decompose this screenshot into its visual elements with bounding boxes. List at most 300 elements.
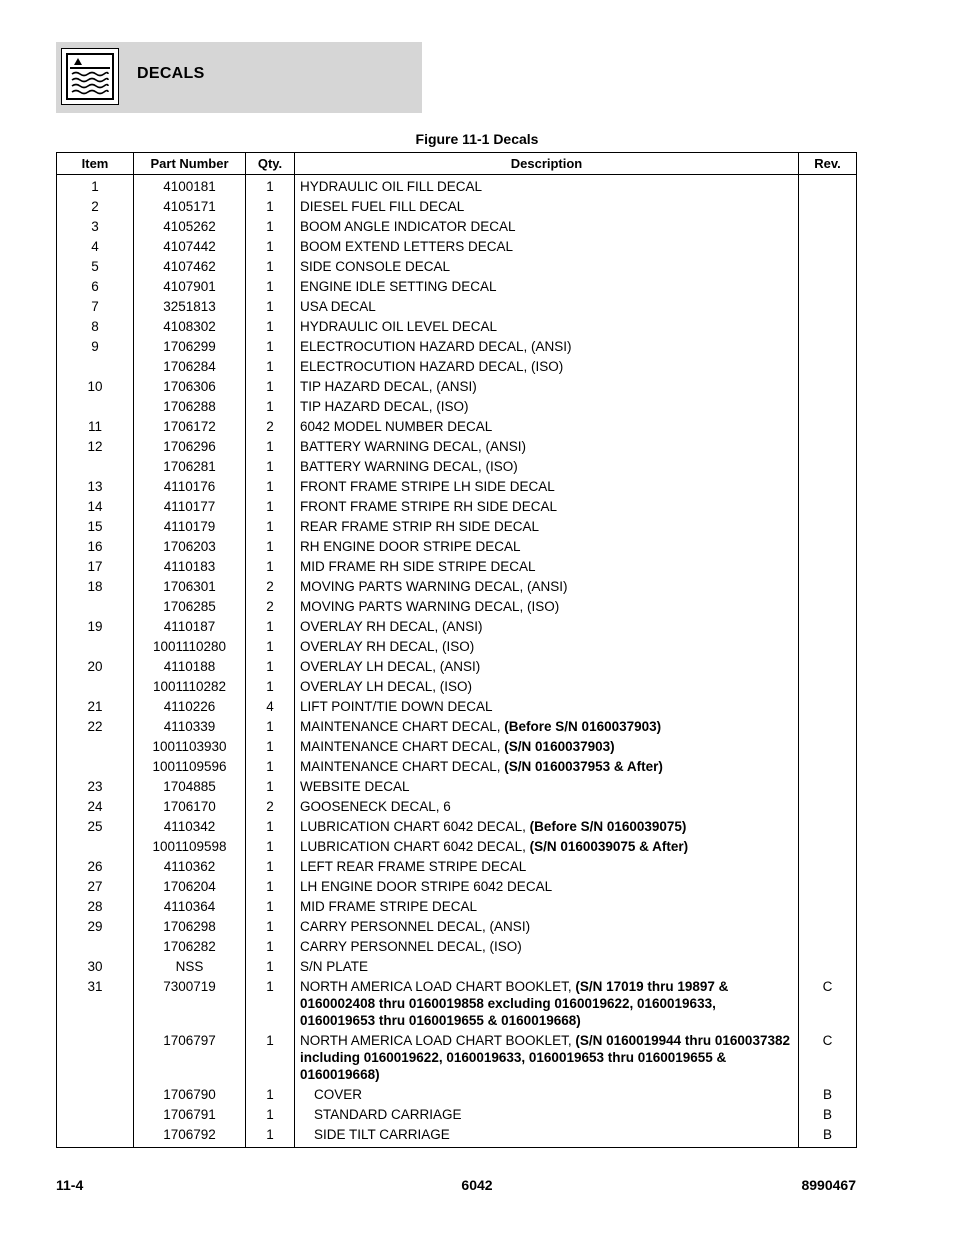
table-row — [57, 917, 857, 937]
description-text: NORTH AMERICA LOAD CHART BOOKLET, — [300, 1033, 576, 1048]
cell-item: 20 — [57, 657, 134, 677]
table-row — [57, 517, 857, 537]
description-text: SIDE TILT CARRIAGE — [314, 1127, 450, 1142]
cell-description — [295, 337, 799, 357]
cell-rev — [799, 577, 857, 597]
table-row — [57, 377, 857, 397]
cell-description — [295, 517, 799, 537]
cell-item: 25 — [57, 817, 134, 837]
page-number: 11-4 — [56, 1177, 84, 1193]
description-text: BATTERY WARNING DECAL, (ISO) — [300, 459, 518, 474]
cell-item: 3 — [57, 217, 134, 237]
cell-qty: 2 — [246, 597, 295, 617]
description-text: GOOSENECK DECAL, 6 — [300, 799, 451, 814]
table-row — [57, 757, 857, 777]
table-row — [57, 977, 857, 1031]
cell-part-number: 4107442 — [134, 237, 246, 257]
cell-description — [295, 1125, 799, 1148]
cell-part-number: 4110226 — [134, 697, 246, 717]
cell-part-number: 4110342 — [134, 817, 246, 837]
cell-rev — [799, 397, 857, 417]
description-text: MOVING PARTS WARNING DECAL, (ISO) — [300, 599, 560, 614]
table-row — [57, 717, 857, 737]
cell-part-number: 4110364 — [134, 897, 246, 917]
cell-part-number: 1706281 — [134, 457, 246, 477]
table-row — [57, 477, 857, 497]
cell-rev — [799, 957, 857, 977]
cell-description — [295, 637, 799, 657]
cell-part-number: 4108302 — [134, 317, 246, 337]
cell-qty: 1 — [246, 257, 295, 277]
description-text: MID FRAME STRIPE DECAL — [300, 899, 478, 914]
column-header-part-number: Part Number — [134, 153, 246, 175]
cell-description — [295, 477, 799, 497]
serial-range-note: (Before S/N 0160037903) — [504, 719, 662, 734]
serial-range-note: (S/N 0160039075 & After) — [529, 839, 689, 854]
table-row — [57, 537, 857, 557]
table-row — [57, 1105, 857, 1125]
cell-item: 15 — [57, 517, 134, 537]
description-text: ELECTROCUTION HAZARD DECAL, (ANSI) — [300, 339, 572, 354]
cell-qty: 1 — [246, 917, 295, 937]
serial-range-note: (Before S/N 0160039075) — [529, 819, 687, 834]
cell-rev — [799, 937, 857, 957]
description-text: CARRY PERSONNEL DECAL, (ISO) — [300, 939, 522, 954]
cell-item — [57, 837, 134, 857]
description-text: S/N PLATE — [300, 959, 369, 974]
cell-description — [295, 497, 799, 517]
description-text: OVERLAY LH DECAL, (ISO) — [300, 679, 473, 694]
cell-qty: 2 — [246, 577, 295, 597]
cell-rev — [799, 517, 857, 537]
table-row — [57, 197, 857, 217]
cell-qty: 1 — [246, 517, 295, 537]
cell-rev — [799, 857, 857, 877]
cell-description — [295, 317, 799, 337]
cell-item: 31 — [57, 977, 134, 1031]
description-text: TIP HAZARD DECAL, (ISO) — [300, 399, 469, 414]
description-text: OVERLAY RH DECAL, (ANSI) — [300, 619, 483, 634]
parts-table — [56, 152, 857, 1148]
cell-qty: 1 — [246, 197, 295, 217]
serial-range-note: (S/N 0160037903) — [504, 739, 615, 754]
cell-item — [57, 597, 134, 617]
cell-item — [57, 357, 134, 377]
cell-item: 24 — [57, 797, 134, 817]
cell-rev — [799, 557, 857, 577]
cell-qty: 1 — [246, 677, 295, 697]
cell-description — [295, 677, 799, 697]
cell-item — [57, 637, 134, 657]
table-row — [57, 297, 857, 317]
cell-description — [295, 417, 799, 437]
cell-rev — [799, 637, 857, 657]
cell-part-number: 1001109598 — [134, 837, 246, 857]
cell-qty: 1 — [246, 175, 295, 197]
cell-rev — [799, 257, 857, 277]
cell-part-number: 1706170 — [134, 797, 246, 817]
cell-item: 17 — [57, 557, 134, 577]
cell-part-number: 1706288 — [134, 397, 246, 417]
cell-part-number: 4110176 — [134, 477, 246, 497]
cell-part-number: 4110187 — [134, 617, 246, 637]
cell-item: 11 — [57, 417, 134, 437]
cell-rev — [799, 617, 857, 637]
cell-qty: 1 — [246, 657, 295, 677]
cell-description — [295, 397, 799, 417]
description-text: OVERLAY RH DECAL, (ISO) — [300, 639, 475, 654]
table-row — [57, 1031, 857, 1085]
cell-description — [295, 557, 799, 577]
cell-description — [295, 957, 799, 977]
cell-rev — [799, 497, 857, 517]
cell-rev — [799, 357, 857, 377]
description-text: REAR FRAME STRIP RH SIDE DECAL — [300, 519, 540, 534]
cell-item: 19 — [57, 617, 134, 637]
cell-description — [295, 597, 799, 617]
table-row — [57, 897, 857, 917]
cell-part-number: 4107462 — [134, 257, 246, 277]
cell-item: 9 — [57, 337, 134, 357]
cell-description — [295, 857, 799, 877]
cell-qty: 1 — [246, 637, 295, 657]
table-row — [57, 817, 857, 837]
cell-qty: 1 — [246, 297, 295, 317]
cell-part-number: 4110177 — [134, 497, 246, 517]
cell-qty: 1 — [246, 317, 295, 337]
cell-rev — [799, 717, 857, 737]
cell-qty: 1 — [246, 557, 295, 577]
cell-rev — [799, 837, 857, 857]
cell-rev — [799, 297, 857, 317]
cell-rev — [799, 217, 857, 237]
cell-description — [295, 877, 799, 897]
table-row — [57, 937, 857, 957]
table-row — [57, 337, 857, 357]
cell-qty: 1 — [246, 717, 295, 737]
cell-rev — [799, 697, 857, 717]
cell-item: 30 — [57, 957, 134, 977]
column-header-rev: Rev. — [799, 153, 857, 175]
cell-rev — [799, 897, 857, 917]
cell-item: 12 — [57, 437, 134, 457]
cell-description — [295, 1105, 799, 1125]
cell-qty: 1 — [246, 457, 295, 477]
cell-description — [295, 257, 799, 277]
cell-description — [295, 977, 799, 1031]
cell-qty: 1 — [246, 397, 295, 417]
manual-number: 8990467 — [801, 1177, 856, 1193]
cell-description — [295, 737, 799, 757]
table-row — [57, 637, 857, 657]
description-text: OVERLAY LH DECAL, (ANSI) — [300, 659, 481, 674]
cell-qty: 1 — [246, 857, 295, 877]
cell-rev — [799, 597, 857, 617]
table-row — [57, 957, 857, 977]
table-row — [57, 497, 857, 517]
description-text: LUBRICATION CHART 6042 DECAL, — [300, 839, 530, 854]
cell-description — [295, 577, 799, 597]
table-row — [57, 837, 857, 857]
cell-rev — [799, 477, 857, 497]
cell-rev — [799, 437, 857, 457]
description-text: BOOM ANGLE INDICATOR DECAL — [300, 219, 516, 234]
table-row — [57, 737, 857, 757]
cell-part-number: 4100181 — [134, 175, 246, 197]
cell-item: 26 — [57, 857, 134, 877]
cell-qty: 1 — [246, 837, 295, 857]
description-text: MID FRAME RH SIDE STRIPE DECAL — [300, 559, 536, 574]
cell-item — [57, 1125, 134, 1148]
cell-part-number: 4105262 — [134, 217, 246, 237]
cell-part-number: 1001109596 — [134, 757, 246, 777]
cell-part-number: 3251813 — [134, 297, 246, 317]
cell-description — [295, 697, 799, 717]
cell-rev — [799, 737, 857, 757]
cell-part-number: 1706282 — [134, 937, 246, 957]
cell-item: 16 — [57, 537, 134, 557]
cell-description — [295, 917, 799, 937]
serial-range-note: (S/N 17019 thru 19897 & 0160002408 thru 0160019858 excluding 0160019622, 0160019633, 0160019653 thru 0160019655 & 0160019668) — [300, 979, 729, 1028]
table-row — [57, 1125, 857, 1148]
cell-item — [57, 397, 134, 417]
cell-part-number: 1706306 — [134, 377, 246, 397]
description-text: SIDE CONSOLE DECAL — [300, 259, 451, 274]
cell-qty: 1 — [246, 1105, 295, 1125]
cell-item — [57, 757, 134, 777]
cell-part-number: 1706298 — [134, 917, 246, 937]
cell-description — [295, 937, 799, 957]
table-row — [57, 357, 857, 377]
cell-qty: 1 — [246, 277, 295, 297]
cell-qty: 1 — [246, 497, 295, 517]
cell-item: 10 — [57, 377, 134, 397]
table-body — [57, 175, 857, 1148]
cell-qty: 1 — [246, 617, 295, 637]
cell-description — [295, 777, 799, 797]
table-row — [57, 597, 857, 617]
description-text: LEFT REAR FRAME STRIPE DECAL — [300, 859, 527, 874]
cell-item — [57, 1031, 134, 1085]
cell-part-number: 1706792 — [134, 1125, 246, 1148]
cell-part-number: 1706172 — [134, 417, 246, 437]
table-row — [57, 697, 857, 717]
cell-rev — [799, 377, 857, 397]
cell-qty: 2 — [246, 797, 295, 817]
cell-rev — [799, 817, 857, 837]
cell-rev — [799, 175, 857, 197]
table-row — [57, 217, 857, 237]
description-text: FRONT FRAME STRIPE LH SIDE DECAL — [300, 479, 555, 494]
table-row — [57, 777, 857, 797]
cell-item: 22 — [57, 717, 134, 737]
cell-rev — [799, 677, 857, 697]
cell-qty: 1 — [246, 937, 295, 957]
description-text: TIP HAZARD DECAL, (ANSI) — [300, 379, 477, 394]
cell-rev — [799, 197, 857, 217]
cell-item — [57, 457, 134, 477]
cell-rev — [799, 277, 857, 297]
cell-part-number: 1001103930 — [134, 737, 246, 757]
cell-part-number: 1001110282 — [134, 677, 246, 697]
cell-qty: 1 — [246, 437, 295, 457]
cell-description — [295, 717, 799, 737]
cell-qty: 1 — [246, 217, 295, 237]
description-text: FRONT FRAME STRIPE RH SIDE DECAL — [300, 499, 558, 514]
cell-description — [295, 797, 799, 817]
description-text: STANDARD CARRIAGE — [314, 1107, 462, 1122]
cell-part-number: 4105171 — [134, 197, 246, 217]
cell-item — [57, 737, 134, 757]
cell-description — [295, 377, 799, 397]
section-header — [56, 42, 422, 113]
description-text: MAINTENANCE CHART DECAL, — [300, 759, 505, 774]
cell-part-number: 4110339 — [134, 717, 246, 737]
cell-qty: 1 — [246, 537, 295, 557]
cell-item: 18 — [57, 577, 134, 597]
cell-qty: 1 — [246, 757, 295, 777]
cell-qty: 1 — [246, 1085, 295, 1105]
cell-qty: 1 — [246, 977, 295, 1031]
column-header-qty: Qty. — [246, 153, 295, 175]
cell-part-number: 1706790 — [134, 1085, 246, 1105]
description-text: MAINTENANCE CHART DECAL, — [300, 739, 505, 754]
table-row — [57, 617, 857, 637]
table-header-row — [57, 153, 857, 175]
description-text: WEBSITE DECAL — [300, 779, 410, 794]
cell-qty: 1 — [246, 737, 295, 757]
table-row — [57, 277, 857, 297]
cell-description — [295, 657, 799, 677]
serial-range-note: (S/N 0160019944 thru 0160037382 including 0160019622, 0160019633, 0160019653 thru 0160019655 & 0160019668) — [300, 1033, 790, 1082]
table-row — [57, 317, 857, 337]
cell-item: 13 — [57, 477, 134, 497]
cell-rev — [799, 417, 857, 437]
table-row — [57, 237, 857, 257]
table-row — [57, 877, 857, 897]
table-row — [57, 175, 857, 197]
cell-item: 5 — [57, 257, 134, 277]
table-row — [57, 797, 857, 817]
decal-manual-icon — [61, 48, 119, 105]
cell-qty: 1 — [246, 817, 295, 837]
cell-part-number: 1706299 — [134, 337, 246, 357]
cell-qty: 2 — [246, 417, 295, 437]
cell-description — [295, 897, 799, 917]
cell-part-number: 4107901 — [134, 277, 246, 297]
cell-item: 8 — [57, 317, 134, 337]
cell-description — [295, 357, 799, 377]
cell-qty: 1 — [246, 1031, 295, 1085]
cell-part-number: 4110183 — [134, 557, 246, 577]
table-row — [57, 437, 857, 457]
cell-rev: C — [799, 977, 857, 1031]
description-text: COVER — [314, 1087, 363, 1102]
cell-qty: 4 — [246, 697, 295, 717]
description-text: 6042 MODEL NUMBER DECAL — [300, 419, 493, 434]
description-text: NORTH AMERICA LOAD CHART BOOKLET, — [300, 979, 576, 994]
table-row — [57, 397, 857, 417]
description-text: USA DECAL — [300, 299, 376, 314]
cell-qty: 1 — [246, 377, 295, 397]
column-header-item: Item — [57, 153, 134, 175]
cell-description — [295, 1031, 799, 1085]
cell-part-number: 7300719 — [134, 977, 246, 1031]
cell-qty: 1 — [246, 957, 295, 977]
description-text: DIESEL FUEL FILL DECAL — [300, 199, 465, 214]
cell-part-number: 1704885 — [134, 777, 246, 797]
description-text: CARRY PERSONNEL DECAL, (ANSI) — [300, 919, 531, 934]
table-row — [57, 457, 857, 477]
cell-rev — [799, 777, 857, 797]
cell-rev: B — [799, 1105, 857, 1125]
cell-qty: 1 — [246, 777, 295, 797]
table-row — [57, 557, 857, 577]
column-header-description: Description — [295, 153, 799, 175]
description-text: BOOM EXTEND LETTERS DECAL — [300, 239, 514, 254]
cell-description — [295, 757, 799, 777]
table-row — [57, 417, 857, 437]
cell-part-number: 1706296 — [134, 437, 246, 457]
cell-description — [295, 237, 799, 257]
cell-item: 21 — [57, 697, 134, 717]
table-row — [57, 657, 857, 677]
cell-rev — [799, 337, 857, 357]
cell-qty: 1 — [246, 357, 295, 377]
section-title: DECALS — [137, 65, 205, 82]
description-text: HYDRAULIC OIL LEVEL DECAL — [300, 319, 498, 334]
cell-item — [57, 677, 134, 697]
cell-item: 14 — [57, 497, 134, 517]
cell-description — [295, 217, 799, 237]
description-text: MOVING PARTS WARNING DECAL, (ANSI) — [300, 579, 568, 594]
cell-rev — [799, 457, 857, 477]
cell-rev — [799, 317, 857, 337]
description-text: ENGINE IDLE SETTING DECAL — [300, 279, 497, 294]
cell-item: 2 — [57, 197, 134, 217]
cell-item: 1 — [57, 175, 134, 197]
cell-description — [295, 197, 799, 217]
description-text: ELECTROCUTION HAZARD DECAL, (ISO) — [300, 359, 564, 374]
cell-qty: 1 — [246, 237, 295, 257]
model-number: 6042 — [461, 1177, 493, 1193]
cell-part-number: 1706203 — [134, 537, 246, 557]
cell-part-number: 1706301 — [134, 577, 246, 597]
cell-part-number: 4110188 — [134, 657, 246, 677]
description-text: BATTERY WARNING DECAL, (ANSI) — [300, 439, 527, 454]
description-text: LH ENGINE DOOR STRIPE 6042 DECAL — [300, 879, 553, 894]
cell-part-number: 1706791 — [134, 1105, 246, 1125]
cell-rev — [799, 917, 857, 937]
cell-item: 29 — [57, 917, 134, 937]
cell-item: 6 — [57, 277, 134, 297]
cell-description — [295, 457, 799, 477]
cell-qty: 1 — [246, 477, 295, 497]
cell-description — [295, 175, 799, 197]
cell-item — [57, 937, 134, 957]
cell-description — [295, 277, 799, 297]
cell-rev — [799, 757, 857, 777]
cell-description — [295, 297, 799, 317]
cell-part-number: 1706285 — [134, 597, 246, 617]
table-row — [57, 677, 857, 697]
cell-rev: B — [799, 1125, 857, 1148]
cell-item: 28 — [57, 897, 134, 917]
cell-part-number: 1706284 — [134, 357, 246, 377]
cell-rev: B — [799, 1085, 857, 1105]
cell-qty: 1 — [246, 877, 295, 897]
serial-range-note: (S/N 0160037953 & After) — [504, 759, 663, 774]
